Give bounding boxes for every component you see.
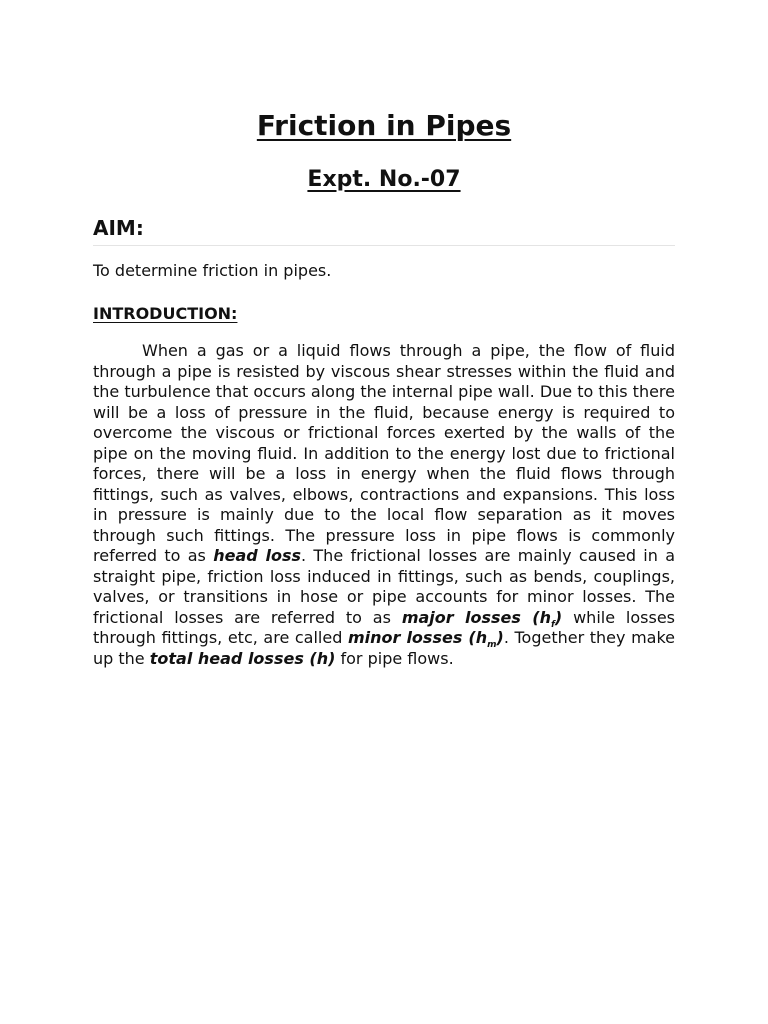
intro-text-2: . The frictional losses are mainly caused in a straight pipe, friction loss induced in fittings, such as bends, couplings, valves, or transitions in hose or pipe accounts for minor losses. The frictional losses are referred to as: [93, 546, 675, 627]
intro-text-5: for pipe flows.: [335, 648, 454, 668]
term-minor-losses-subscript: m: [487, 640, 497, 651]
introduction-paragraph: [93, 341, 675, 669]
section-divider: [93, 245, 675, 246]
document-title: Friction in Pipes: [256, 109, 512, 142]
term-minor-losses-text: minor losses (h: [347, 628, 488, 647]
intro-text-4: . Together they make up the: [93, 628, 676, 668]
term-major-losses: [401, 607, 563, 630]
term-major-losses-text: major losses (h: [401, 607, 551, 627]
term-major-losses-close: ): [554, 607, 563, 627]
intro-text-1: When a gas or a liquid flows through a pipe, the flow of fluid through a pipe is resisted by viscous shear stresses within the fluid and the turbulence that occurs along the internal pipe wall. Due to this there will be a loss of pressure in the fluid, because energy is required to overcome the viscous or frictional forces exerted by the walls of the pipe on the moving fluid. In addition to the energy lost due to frictional forces, there will be a loss in energy when the fluid flows through fittings, such as valves, elbows, contractions and expansions. This loss in pressure is mainly due to the local flow separation as it moves through such fittings. The pressure loss in pipe flows is commonly referred to as: [93, 341, 675, 565]
term-head-loss: head loss: [213, 546, 302, 565]
term-major-losses-subscript: f: [550, 619, 555, 630]
aim-text: To determine friction in pipes.: [93, 261, 332, 280]
term-total-head-losses: total head losses (h): [149, 648, 336, 668]
experiment-number: Expt. No.-07: [307, 167, 461, 192]
introduction-heading: INTRODUCTION:: [93, 304, 238, 323]
intro-text-3: while losses through fittings, etc, are called: [93, 607, 676, 647]
aim-heading: AIM:: [93, 216, 144, 240]
term-minor-losses: [347, 628, 504, 651]
term-minor-losses-close: ): [496, 628, 504, 647]
